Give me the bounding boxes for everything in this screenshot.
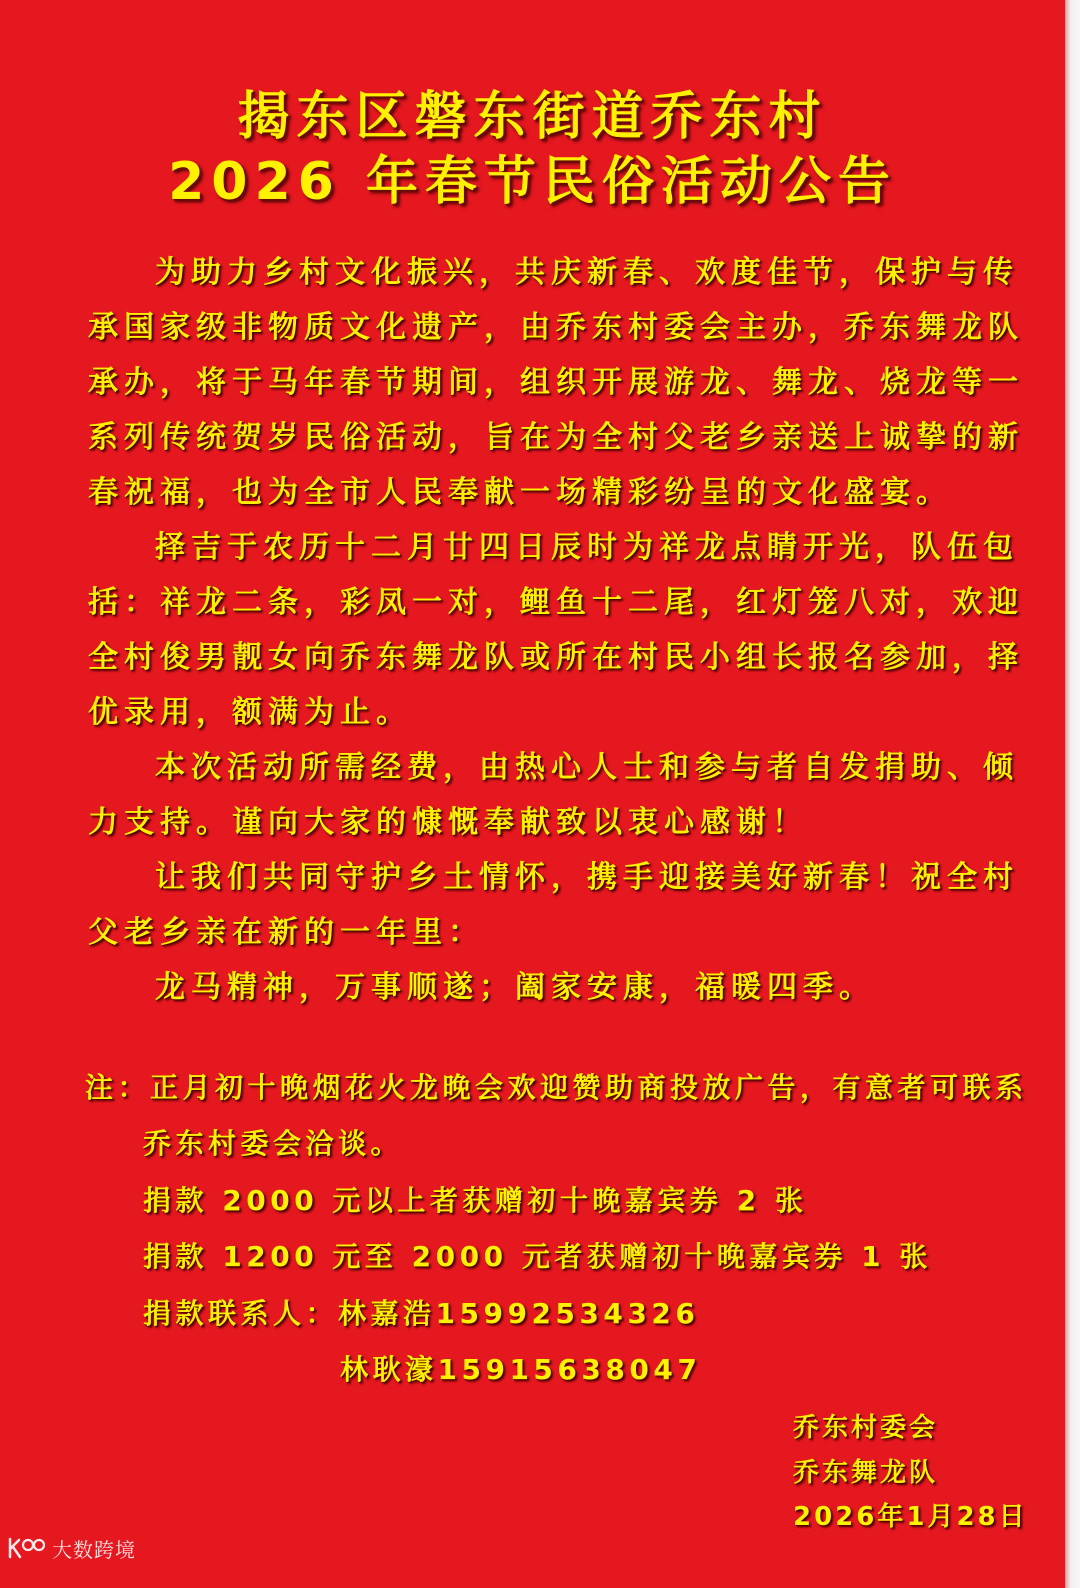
title-line-2: 2026 年春节民俗活动公告 — [168, 152, 897, 212]
kdd-logo-icon — [6, 1536, 46, 1560]
note-text-cont: 乔东村委会洽谈。 — [143, 1127, 404, 1161]
body-line: 力支持。谨向大家的慷慨奉献致以衷心感谢！ — [88, 805, 808, 840]
body-line: 为助力乡村文化振兴，共庆新春、欢度佳节，保护与传 — [155, 255, 1019, 290]
watermark — [6, 1533, 136, 1563]
body-line: 括：祥龙二条，彩凤一对，鲤鱼十二尾，红灯笼八对，欢迎 — [88, 585, 1024, 620]
contact-2: 林耿濠15915638047 — [340, 1352, 702, 1386]
sponsor-note — [85, 1060, 1028, 1398]
contact-1: 林嘉浩15992534326 — [338, 1296, 700, 1330]
body-line: 父老乡亲在新的一年里： — [88, 915, 484, 950]
body-line: 承办，将于马年春节期间，组织开展游龙、舞龙、烧龙等一 — [88, 365, 1024, 400]
body-line: 择吉于农历十二月廿四日辰时为祥龙点睛开光，队伍包 — [155, 530, 1019, 565]
notice-title — [0, 85, 1065, 215]
contact-label: 捐款联系人： — [143, 1296, 339, 1330]
body-line: 全村俊男靓女向乔东舞龙队或所在村民小组长报名参加，择 — [88, 640, 1024, 675]
signature-date: 2026年1月28日 — [793, 1502, 1028, 1532]
blessing-line: 龙马精神，万事顺遂；阖家安康，福暖四季。 — [155, 970, 875, 1005]
signature-block — [793, 1406, 1028, 1540]
signature-org-2: 乔东舞龙队 — [793, 1457, 939, 1488]
page-edge — [1065, 0, 1080, 1588]
reward-tier-2: 捐款 1200 元至 2000 元者获赠初十晚嘉宾券 1 张 — [143, 1240, 932, 1274]
signature-org-1: 乔东村委会 — [793, 1413, 939, 1443]
watermark-text: 大数跨境 — [52, 1537, 136, 1562]
body-line: 承国家级非物质文化遗产，由乔东村委会主办，乔东舞龙队 — [88, 310, 1024, 345]
body-line: 春祝福，也为全市人民奉献一场精彩纷呈的文化盛宴。 — [88, 475, 952, 510]
contact-row — [85, 1286, 1028, 1342]
notice-body — [88, 245, 1024, 1015]
reward-tier-1: 捐款 2000 元以上者获赠初十晚嘉宾券 2 张 — [143, 1183, 808, 1217]
contact-row — [85, 1342, 1028, 1398]
title-line-1: 揭东区磐东街道乔东村 — [237, 87, 828, 147]
body-line: 系列传统贺岁民俗活动，旨在为全村父老乡亲送上诚挚的新 — [88, 420, 1024, 455]
body-line: 优录用，额满为止。 — [88, 695, 412, 730]
body-line: 让我们共同守护乡土情怀，携手迎接美好新春！祝全村 — [155, 860, 1019, 895]
body-line: 本次活动所需经费，由热心人士和参与者自发捐助、倾 — [155, 750, 1019, 785]
note-text: 注：正月初十晚烟花火龙晚会欢迎赞助商投放广告，有意者可联系 — [85, 1071, 1028, 1104]
